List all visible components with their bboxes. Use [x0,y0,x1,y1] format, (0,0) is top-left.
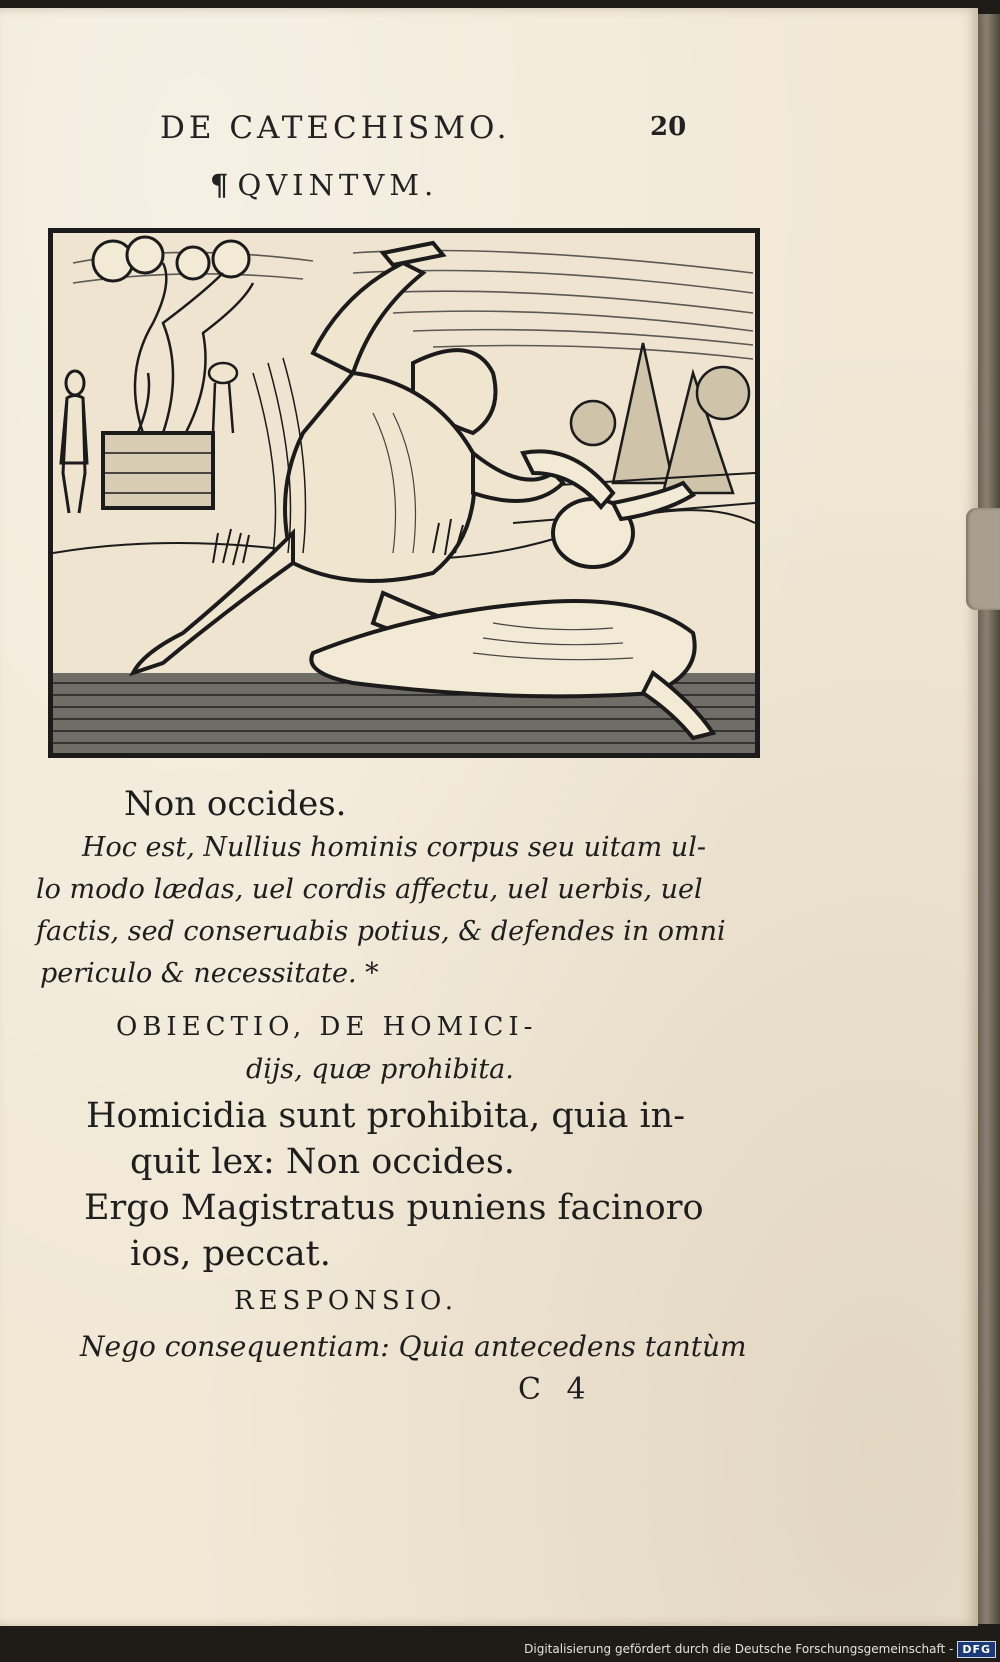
running-title: DE CATECHISMO. [160,110,511,146]
woodcut-cain-and-abel-image [53,233,755,753]
objection-line: Homicidia sunt prohibita, quia in- [86,1096,686,1136]
objection-heading: OBIECTIO, DE HOMICI- [116,1012,538,1042]
signature-mark: C 4 [518,1372,594,1407]
explanation-line: lo modo lædas, uel cordis affectu, uel uerbis, uel [36,874,703,905]
response-line: Nego consequentiam: Quia antecedens tantùm [80,1330,747,1363]
book-clasp-tab [966,508,1000,610]
objection-line: Ergo Magistratus puniens facinoro [84,1188,704,1228]
objection-line: quit lex: Non occides. [130,1142,515,1182]
digitization-footer [524,1638,996,1660]
explanation-line: periculo & necessitate. * [40,958,379,989]
woodcut-illustration [48,228,760,758]
pilcrow-icon: ¶ [210,168,234,202]
dfg-logo-icon: DFG [957,1641,996,1658]
page-number: 20 [650,112,687,142]
objection-subheading: dijs, quæ prohibita. [246,1054,514,1085]
funding-notice: Digitalisierung gefördert durch die Deutsche Forschungsgemeinschaft - [524,1642,954,1656]
response-heading: RESPONSIO. [234,1286,459,1316]
commandment-text: Non occides. [124,784,347,824]
section-title-text: QVINTVM. [237,168,439,202]
section-title [210,168,438,202]
book-page [0,8,978,1626]
objection-line: ios, peccat. [130,1234,331,1274]
explanation-line: Hoc est, Nullius hominis corpus seu uitam ul- [82,832,706,863]
page-edge [978,14,1000,1624]
explanation-line: factis, sed conseruabis potius, & defendes in omni [36,916,726,947]
